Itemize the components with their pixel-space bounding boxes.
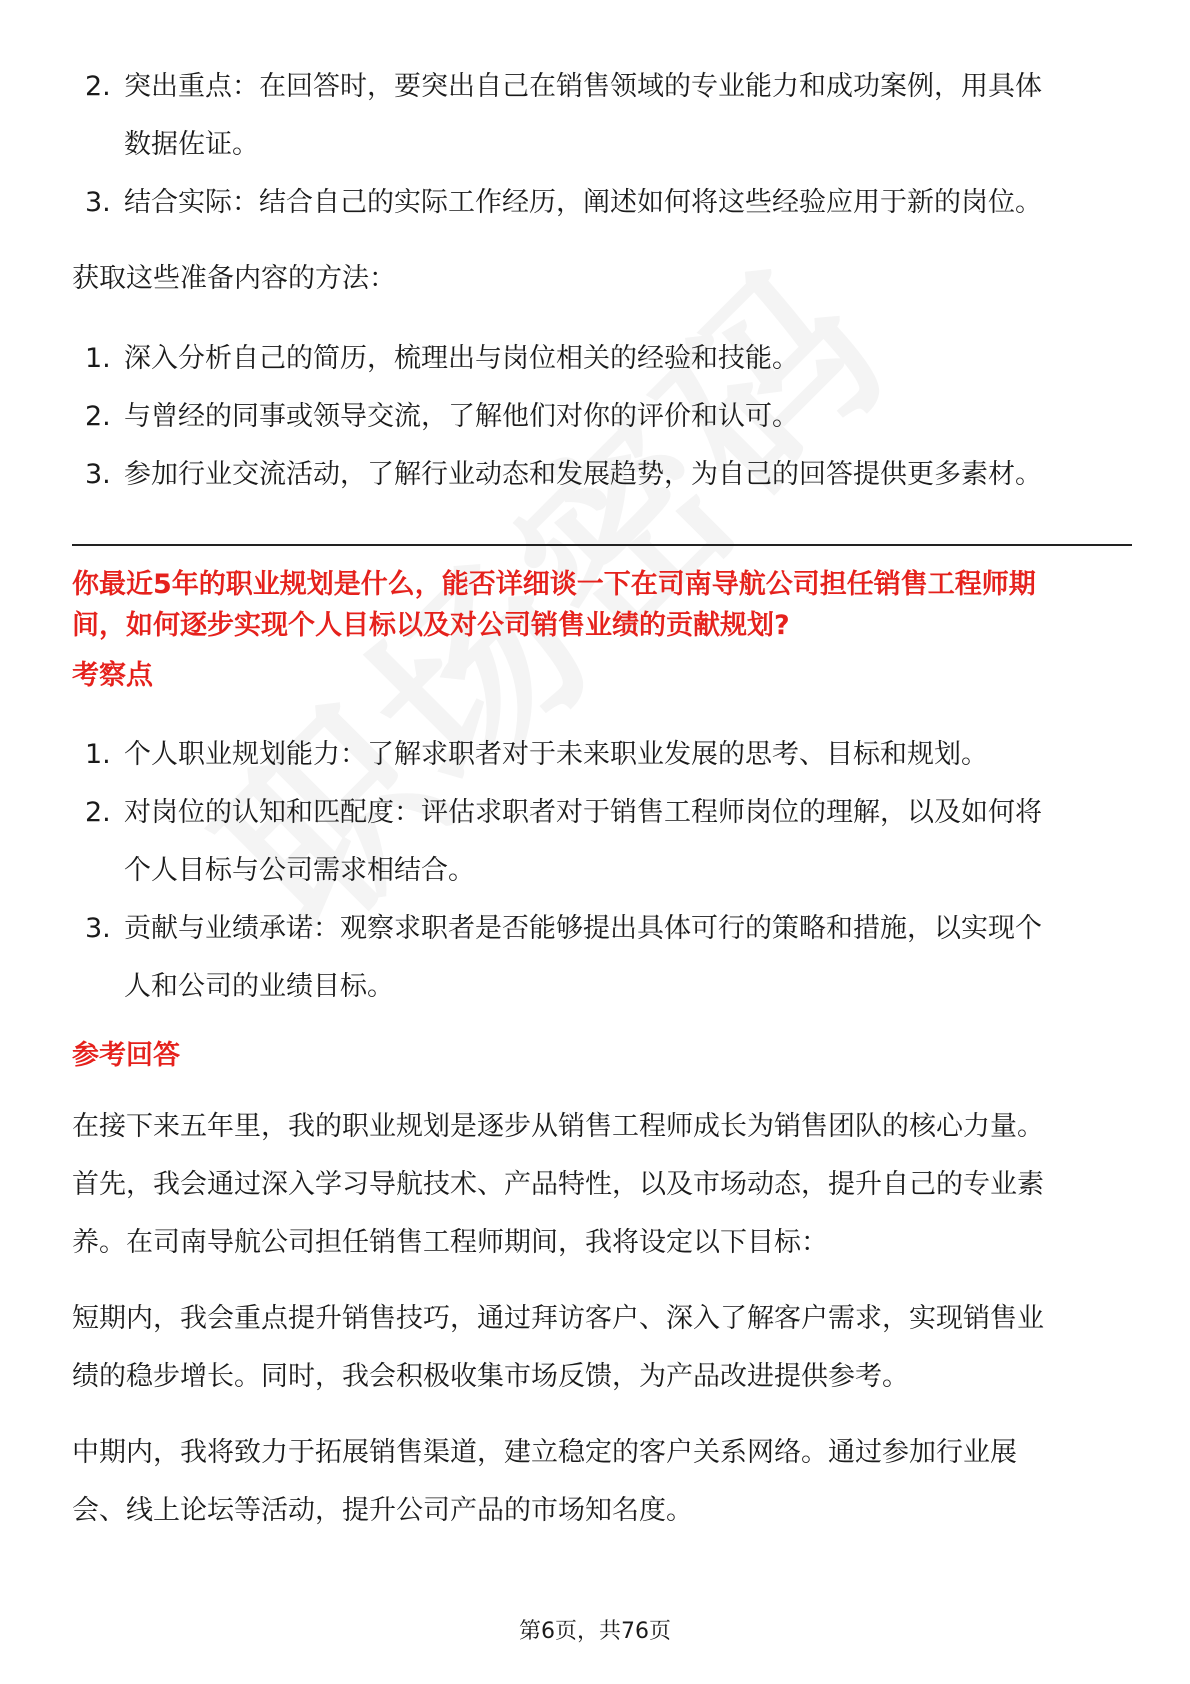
list-item-text: 对岗位的认知和匹配度：评估求职者对于销售工程师岗位的理解，以及如何将 [124,797,1042,828]
answer-line: 首先，我会通过深入学习导航技术、产品特性，以及市场动态，提升自己的专业素 [72,1169,1044,1200]
list-item [72,174,1132,232]
answer-heading: 参考回答 [72,1040,180,1071]
list-number: 3. [85,459,111,490]
list-item-text-cont: 数据佐证。 [124,129,259,160]
list-number: 2. [85,797,111,828]
methods-heading: 获取这些准备内容的方法： [72,263,396,294]
prep-tips-list [72,58,1132,232]
methods-list [72,330,1132,504]
question-line-2: 间，如何逐步实现个人目标以及对公司销售业绩的贡献规划? [72,610,790,641]
list-item [72,388,1132,446]
list-item-text: 个人职业规划能力：了解求职者对于未来职业发展的思考、目标和规划。 [124,739,988,770]
answer-line: 绩的稳步增长。同时，我会积极收集市场反馈，为产品改进提供参考。 [72,1361,909,1392]
page-content [72,58,1132,1540]
list-number: 2. [85,401,111,432]
list-number: 1. [85,343,111,374]
interview-question [72,564,1132,646]
list-item-text: 参加行业交流活动，了解行业动态和发展趋势，为自己的回答提供更多素材。 [124,459,1042,490]
list-item [72,446,1132,504]
list-number: 3. [85,913,111,944]
list-item-text-cont: 人和公司的业绩目标。 [124,971,394,1002]
answer-line: 在接下来五年里，我的职业规划是逐步从销售工程师成长为销售团队的核心力量。 [72,1111,1044,1142]
list-number: 1. [85,739,111,770]
list-number: 2. [85,71,111,102]
answer-line: 养。在司南导航公司担任销售工程师期间，我将设定以下目标： [72,1227,828,1258]
list-item [72,900,1132,1016]
page-footer: 第6页，共76页 [519,1619,671,1644]
answer-line: 短期内，我会重点提升销售技巧，通过拜访客户、深入了解客户需求，实现销售业 [72,1303,1044,1334]
list-item [72,58,1132,174]
list-item [72,784,1132,900]
list-number: 3. [85,187,111,218]
focus-list [72,726,1132,1016]
list-item-text: 贡献与业绩承诺：观察求职者是否能够提出具体可行的策略和措施，以实现个 [124,913,1042,944]
list-item-text: 结合实际：结合自己的实际工作经历，阐述如何将这些经验应用于新的岗位。 [124,187,1042,218]
answer-paragraph [72,1098,1132,1272]
list-item-text: 深入分析自己的简历，梳理出与岗位相关的经验和技能。 [124,343,799,374]
list-item-text-cont: 个人目标与公司需求相结合。 [124,855,475,886]
list-item [72,726,1132,784]
question-line-1: 你最近5年的职业规划是什么，能否详细谈一下在司南导航公司担任销售工程师期 [72,569,1036,600]
focus-heading: 考察点 [72,660,153,691]
answer-line: 会、线上论坛等活动，提升公司产品的市场知名度。 [72,1495,693,1526]
answer-line: 中期内，我将致力于拓展销售渠道，建立稳定的客户关系网络。通过参加行业展 [72,1437,1017,1468]
list-item [72,330,1132,388]
answer-paragraph [72,1424,1132,1540]
list-item-text: 与曾经的同事或领导交流，了解他们对你的评价和认可。 [124,401,799,432]
answer-paragraph [72,1290,1132,1406]
list-item-text: 突出重点：在回答时，要突出自己在销售领域的专业能力和成功案例，用具体 [124,71,1042,102]
